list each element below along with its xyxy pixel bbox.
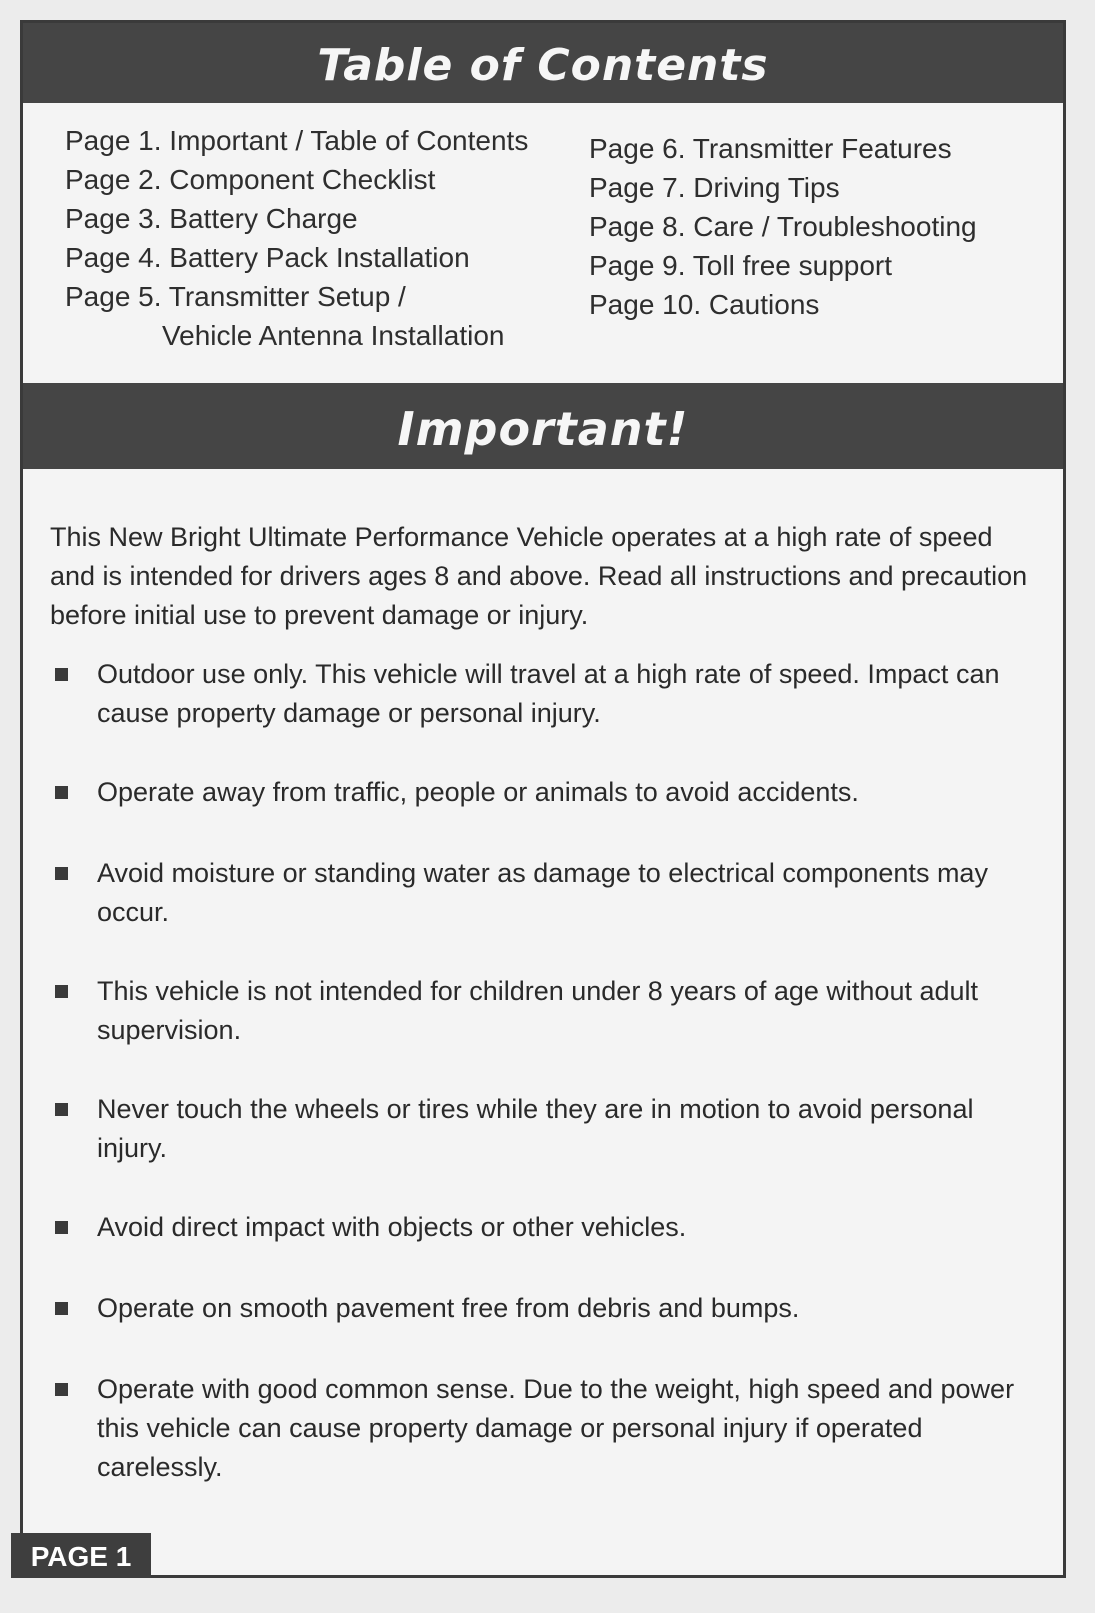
manual-page xyxy=(20,20,1066,1578)
toc-left-column xyxy=(65,121,565,355)
important-bullet-list xyxy=(47,655,1047,1527)
bullet-text: Operate with good common sense. Due to the weight, high speed and power this vehicle can cause property damage or personal injury if operated carelessly. xyxy=(97,1374,1015,1482)
bullet-text: This vehicle is not intended for children under 8 years of age without adult supervision. xyxy=(97,976,979,1045)
bullet-text: Outdoor use only. This vehicle will travel at a high rate of speed. Impact can cause property damage or personal injury. xyxy=(97,659,1000,728)
bullet-text: Operate away from traffic, people or animals to avoid accidents. xyxy=(97,777,859,807)
bullet-item xyxy=(47,773,1047,812)
bullet-item xyxy=(47,1289,1047,1328)
bullet-square-icon xyxy=(55,1383,68,1396)
bullet-text: Avoid direct impact with objects or other vehicles. xyxy=(97,1212,687,1242)
bullet-text: Never touch the wheels or tires while they are in motion to avoid personal injury. xyxy=(97,1094,974,1163)
bullet-square-icon xyxy=(55,867,68,880)
toc-entry: Page 7. Driving Tips xyxy=(589,172,840,203)
important-heading: Important! xyxy=(23,383,1063,469)
toc-entry: Page 4. Battery Pack Installation xyxy=(65,242,470,273)
toc-entry: Page 1. Important / Table of Contents xyxy=(65,125,529,156)
bullet-square-icon xyxy=(55,786,68,799)
bullet-item xyxy=(47,1208,1047,1247)
bullet-square-icon xyxy=(55,668,68,681)
bullet-text: Operate on smooth pavement free from debris and bumps. xyxy=(97,1293,800,1323)
bullet-item xyxy=(47,1370,1047,1487)
toc-entry-text: Page 5. Transmitter Setup / xyxy=(65,281,406,312)
bullet-square-icon xyxy=(55,1103,68,1116)
toc-entry-continuation: Vehicle Antenna Installation xyxy=(162,320,505,351)
page-number-label: PAGE 1 xyxy=(11,1533,151,1578)
bullet-square-icon xyxy=(55,1302,68,1315)
toc-entry: Page 8. Care / Troubleshooting xyxy=(589,211,977,242)
bullet-square-icon xyxy=(55,1221,68,1234)
bullet-item xyxy=(47,854,1047,932)
bullet-item xyxy=(47,972,1047,1050)
toc-entry: Page 9. Toll free support xyxy=(589,250,893,281)
toc-entry xyxy=(65,277,565,355)
bullet-text: Avoid moisture or standing water as damage to electrical components may occur. xyxy=(97,858,988,927)
toc-entry: Page 10. Cautions xyxy=(589,289,820,320)
toc-entry: Page 3. Battery Charge xyxy=(65,203,358,234)
important-intro: This New Bright Ultimate Performance Vehicle operates at a high rate of speed and is intended for drivers ages 8 and above. Read all instructions and precaution before initial use to prevent damage or injury. xyxy=(50,522,1028,630)
toc-right-column xyxy=(589,129,1059,324)
bullet-item xyxy=(47,655,1047,733)
toc-entry: Page 2. Component Checklist xyxy=(65,164,436,195)
bullet-item xyxy=(47,1090,1047,1168)
toc-entry: Page 6. Transmitter Features xyxy=(589,133,952,164)
toc-heading: Table of Contents xyxy=(23,23,1063,103)
bullet-square-icon xyxy=(55,985,68,998)
